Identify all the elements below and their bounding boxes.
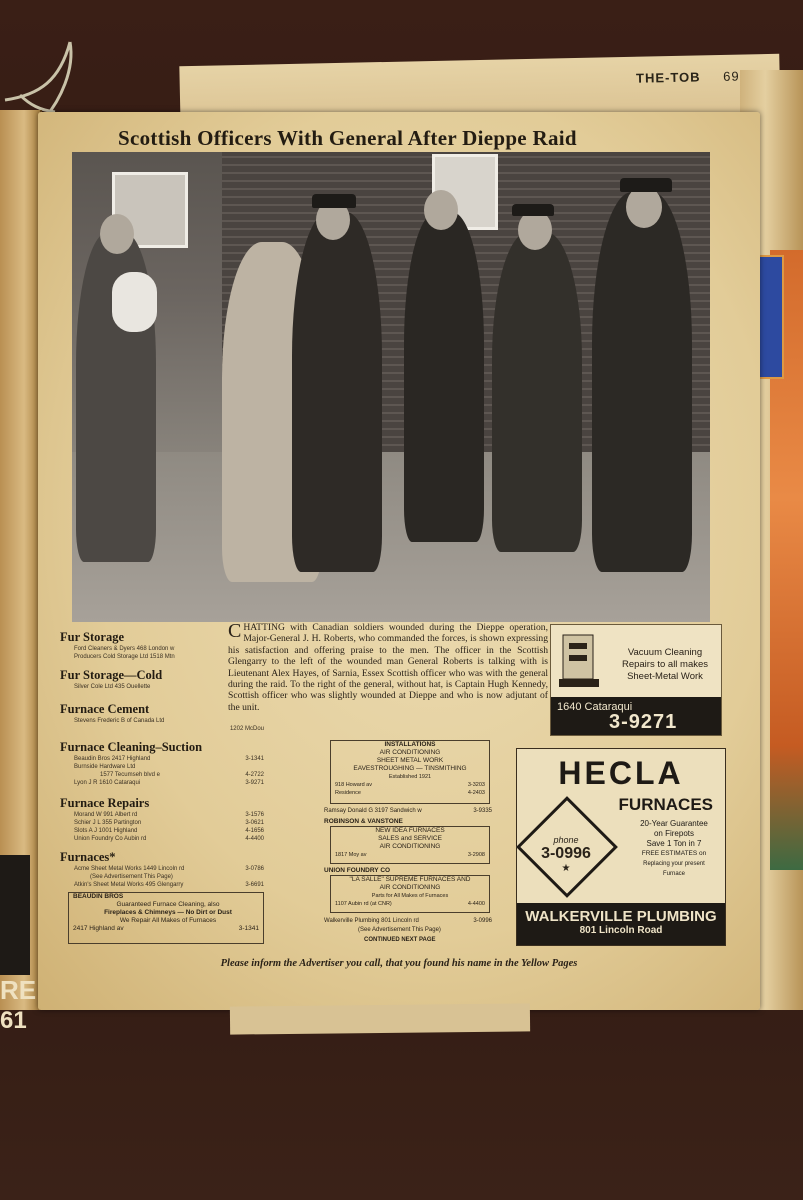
union-title: UNION FOUNDRY CO [324,867,391,874]
torn-paper-scrap [230,1003,530,1034]
beaudin-contact [73,925,263,933]
union-contact [331,900,489,908]
page-footer: Please inform the Advertiser you call, that you found his name in the Yellow Pages [220,958,578,969]
walkerville-phone: 3-0996 [473,918,492,924]
union-address: 1107 Aubin rd (at CNR) [335,901,392,907]
hecla-line3: Save 1 Ton in 7 [646,839,702,848]
vacuum-text [611,647,719,683]
listing-row [60,819,264,827]
listing-name: Atkin's Sheet Metal Works 495 Glengarry [74,882,184,888]
heading-fur-storage-cold: Fur Storage—Cold [60,668,163,682]
hecla-title: HECLA [558,755,684,791]
listing-phone: 4-4400 [245,836,264,842]
listing-row [60,827,264,835]
robinson-phone: 3-2908 [467,852,485,858]
hecla-furnaces-ad [516,748,726,946]
installations-residence-phone: 4-2403 [467,790,485,796]
star-icon: ★ [561,863,571,874]
lyon-vacuum-ad [550,624,722,736]
heading-furnaces: Furnaces* [60,850,116,864]
news-photo [72,152,710,622]
robinson-contact [331,851,489,859]
ramsay-name: Ramsay Donald G 3197 Sandwich w [324,808,422,814]
robinson-line2: SALES and SERVICE [378,835,442,842]
section-fur-storage [60,630,264,661]
installations-address: 918 Howard av [335,782,372,788]
listing-row [60,645,264,653]
robinson-ad [330,826,490,864]
listing-phone: 3-9271 [245,780,264,786]
walkerville-name: Walkerville Plumbing 801 Lincoln rd [324,918,419,924]
hecla-subtitle: FURNACES [618,795,713,814]
see-advertisement-note: (See Advertisement This Page) [358,927,441,933]
installations-ad [330,740,490,804]
vacuum-contact-bar [551,697,721,735]
beaudin-line2: Fireplaces & Chimneys — No Dirt or Dust [104,909,232,916]
vacuum-phone: 3-9271 [609,711,678,733]
glengarry-officer-figure [492,232,582,552]
vacuum-address: 1640 Cataraqui [557,701,633,713]
tall-officer-cap [620,178,672,192]
officer-head [424,190,458,230]
listing-name: Slots A J 1001 Highland [74,828,138,834]
listing-row [60,683,264,691]
hecla-details [625,819,723,879]
hecla-address: 801 Lincoln Road [579,925,663,936]
robinson-title: ROBINSON & VANSTONE [324,818,403,825]
hecla-company-bar [517,903,725,945]
binding-string [0,40,100,120]
left-big-text-1: RE [0,975,37,1005]
heading-furnace-cement: Furnace Cement [60,702,150,716]
officer-figure [404,212,484,542]
vacuum-line1: Vacuum Cleaning [627,647,703,658]
listing-name: Lyon J R 1610 Cataraqui [74,780,141,786]
back-page-number: 69 [723,68,740,84]
listing-name: Morand W 991 Albert rd [74,812,138,818]
listing-row [60,717,264,725]
listing-name: Beaudin Bros 2417 Highland [74,756,151,762]
listing-name: Schier J L 355 Partington [74,820,142,826]
installations-established: Established 1921 [388,774,432,780]
back-page-header [636,69,740,86]
listing-row [60,755,264,763]
section-furnace-cleaning [60,740,264,787]
heading-fur-storage: Fur Storage [60,630,124,644]
ramsay-listing [324,808,492,814]
listing-phone: 4-1656 [245,828,264,834]
listing-name: Union Foundry Co Aubin rd [74,836,147,842]
hecla-line4: FREE ESTIMATES on [641,850,707,857]
union-line2: AIR CONDITIONING [379,884,441,891]
listing-row [60,763,264,771]
installations-contact-1 [331,781,489,789]
directory-page [38,112,760,1010]
listing-row [60,865,264,873]
photo-headline: Scottish Officers With General After Dieppe Raid [118,126,577,150]
listing-row [60,771,264,779]
listing-row [60,811,264,819]
listing-row [60,653,264,661]
heading-furnace-cleaning: Furnace Cleaning–Suction [60,740,203,754]
tall-officer-head [626,186,662,228]
beaudin-title: BEAUDIN BROS [73,893,124,900]
listing-phone: 3-1341 [245,756,264,762]
listing-phone: 3-6691 [245,882,264,888]
installations-residence: Residence [335,790,361,796]
ramsay-phone: 3-9335 [473,808,492,814]
listing-row [60,881,264,889]
listing-name: 1202 McDou [229,726,264,732]
continued-next-page: CONTINUED NEXT PAGE [364,937,436,943]
listing-name: Stevens Frederic B of Canada Ltd [74,718,165,724]
listing-name: Producers Cold Storage Ltd 1518 Mtn [74,654,175,660]
installations-line3: SHEET METAL WORK [376,757,444,764]
beaudin-line3: We Repair All Makes of Furnaces [119,917,217,924]
union-phone: 4-4400 [467,901,485,907]
listing-row [60,725,264,733]
installations-phone: 3-3203 [467,782,485,788]
hecla-line1: 20-Year Guarantee [640,819,708,828]
robinson-address: 1817 Moy av [335,852,367,858]
photo-caption: CHATTING with Canadian soldiers wounded during the Dieppe operation, Major-General J. H. Roberts, who commanded the forces, is shown expressing his satisfaction and offering praise to the men. The officer in the Scottish Glengarry to the left of the wounded man General Roberts is talking with is Lieutenant Alex Hayes, of Sarnia, Essex Scottish officer who was with the general during the raid. To the right of the general, without hat, is Captain Hugh Kennedy, Scottish officer who was slightly wounded at Dieppe and who is now adjutant of the unit. [228,620,548,713]
section-furnace-cement [60,702,264,733]
listing-name: Acme Sheet Metal Works 1449 Lincoln rd [74,866,185,872]
beaudin-line1: Guaranteed Furnace Cleaning, also [116,901,220,908]
vacuum-line2: Repairs to all makes [621,659,709,670]
listing-name: Silver Cole Ltd 435 Ouellette [74,684,151,690]
hecla-phone-label: phone [553,835,579,845]
right-blue-fragment [756,255,784,379]
union-line1: "LA SALLE" SUPREME FURNACES AND [349,876,471,883]
left-page-edge [0,110,42,1034]
listing-phone: 3-0621 [245,820,264,826]
listing-name: (See Advertisement This Page) [90,874,173,880]
installations-line4: EAVESTROUGHING — TINSMITHING [353,765,467,772]
vacuum-line3: Sheet-Metal Work [627,671,703,682]
left-dark-block [0,855,37,1034]
hecla-line5: Replacing your present [643,861,705,867]
walkerville-listing [324,918,492,924]
beaudin-phone: 3-1341 [238,925,259,932]
listing-phone: 3-1576 [245,812,264,818]
installations-contact-2 [331,789,489,797]
installations-line1: INSTALLATIONS [384,741,436,748]
heading-furnace-repairs: Furnace Repairs [60,796,150,810]
back-page-title: THE-TOB [635,69,701,86]
general-figure [292,212,382,572]
listing-row [60,873,264,881]
listing-row [60,779,264,787]
hecla-line2: on Firepots [653,829,695,838]
hecla-line6: Furnace [662,871,685,877]
hecla-phone: 3-0996 [541,845,591,862]
robinson-line1: NEW IDEA FURNACES [375,827,445,834]
general-cap [312,194,356,208]
listing-name: Burnside Hardware Ltd [74,764,136,770]
left-big-text-2: 61 [0,1007,27,1034]
glengarry-cap [512,204,554,216]
section-furnace-repairs [60,796,264,843]
listing-name: Ford Cleaners & Dyers 468 London w [74,646,175,652]
installations-line2: AIR CONDITIONING [379,749,441,756]
listing-name: 1577 Tecumseh blvd e [100,772,160,778]
section-fur-storage-cold [60,668,264,691]
beaudin-bros-ad [68,892,264,944]
listing-row [60,835,264,843]
beaudin-address: 2417 Highland av [73,925,124,932]
arm-sling [112,272,157,332]
soldier-head [100,214,134,254]
listing-phone: 4-2722 [245,772,264,778]
tall-officer-figure [592,192,692,572]
hecla-phone-block [521,835,611,874]
hecla-company: WALKERVILLE PLUMBING [525,908,717,925]
robinson-line3: AIR CONDITIONING [379,843,441,850]
section-furnaces [60,850,264,889]
union-line3: Parts for All Makes of Furnaces [371,893,449,899]
union-foundry-ad [330,875,490,913]
glengarry-officer-head [518,210,552,250]
furnace-illustration-icon [557,631,603,691]
listing-phone: 3-0786 [245,866,264,872]
